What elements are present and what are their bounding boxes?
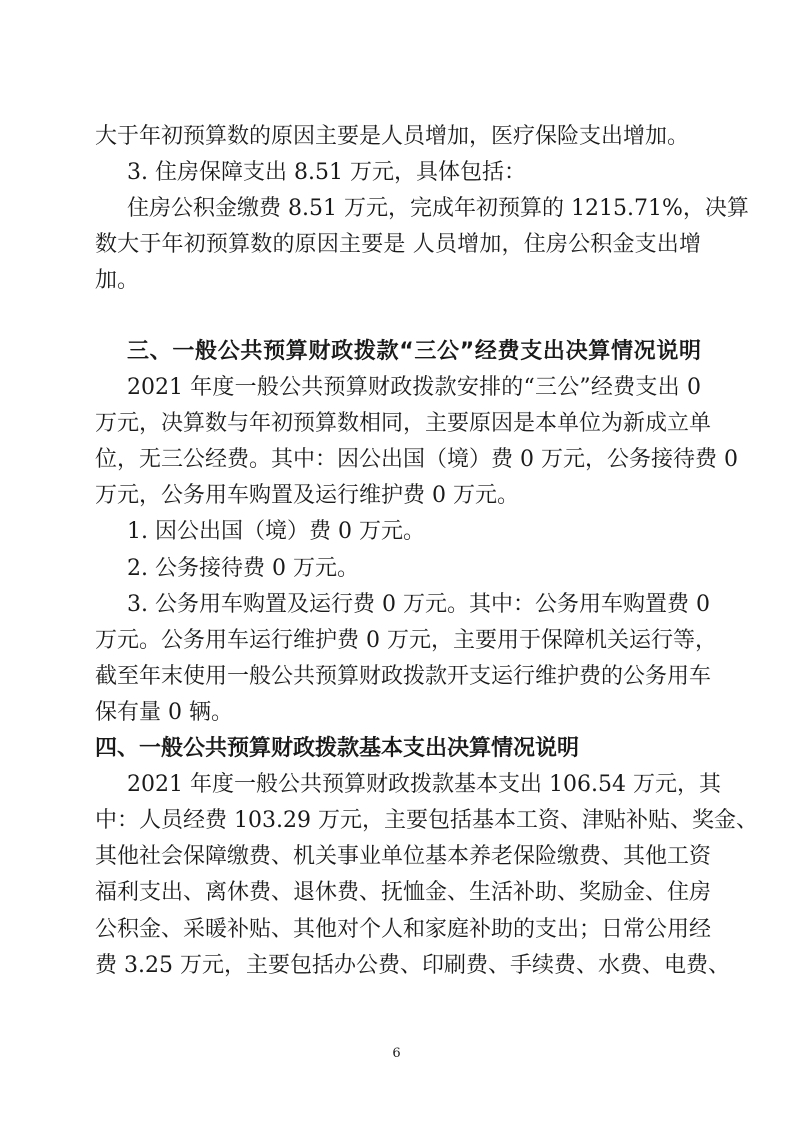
section-heading: 四、一般公共预算财政拨款基本支出决算情况说明 bbox=[95, 736, 580, 762]
paragraph-line: 截至年末使用一般公共预算财政拨款开支运行维护费的公务用车 bbox=[95, 663, 712, 689]
paragraph-line: 住房公积金缴费 8.51 万元，完成年初预算的 1215.71%，决算 bbox=[127, 196, 749, 222]
paragraph-line: 加。 bbox=[95, 268, 140, 294]
paragraph-line: 位，无三公经费。其中：因公出国（境）费 0 万元，公务接待费 0 bbox=[95, 447, 738, 473]
text-block-sections bbox=[95, 334, 758, 984]
paragraph-line: 3. 住房保障支出 8.51 万元，具体包括： bbox=[127, 160, 526, 186]
paragraph-line: 数大于年初预算数的原因主要是 人员增加，住房公积金支出增 bbox=[95, 232, 701, 258]
paragraph-line: 福利支出、离休费、退休费、抚恤金、生活补助、奖励金、住房 bbox=[95, 880, 712, 906]
paragraph-line: 费 3.25 万元，主要包括办公费、印刷费、手续费、水费、电费、 bbox=[95, 952, 730, 978]
paragraph-line: 1. 因公出国（境）费 0 万元。 bbox=[127, 519, 425, 545]
page-number: 6 bbox=[392, 1046, 401, 1061]
paragraph-line: 大于年初预算数的原因主要是人员增加，医疗保险支出增加。 bbox=[95, 124, 690, 149]
paragraph-line: 公积金、采暖补贴、其他对个人和家庭补助的支出；日常公用经 bbox=[95, 916, 712, 942]
paragraph-line: 2021 年度一般公共预算财政拨款安排的“三公”经费支出 0 bbox=[127, 375, 701, 401]
paragraph-line: 3. 公务用车购置及运行费 0 万元。其中：公务用车购置费 0 bbox=[127, 591, 710, 617]
paragraph-line: 万元，公务用车购置及运行维护费 0 万元。 bbox=[95, 483, 519, 509]
paragraph-line: 万元，决算数与年初预算数相同，主要原因是本单位为新成立单 bbox=[95, 411, 712, 437]
paragraph-line: 2021 年度一般公共预算财政拨款基本支出 106.54 万元，其 bbox=[127, 772, 721, 798]
paragraph-line: 2. 公务接待费 0 万元。 bbox=[127, 555, 359, 581]
paragraph-line: 万元。公务用车运行维护费 0 万元，主要用于保障机关运行等， bbox=[95, 627, 717, 653]
text-block-housing bbox=[95, 119, 749, 299]
paragraph-line: 中：人员经费 103.29 万元，主要包括基本工资、津贴补贴、奖金、 bbox=[95, 808, 758, 834]
paragraph-line: 保有量 0 辆。 bbox=[95, 699, 233, 725]
paragraph-line: 其他社会保障缴费、机关事业单位基本养老保险缴费、其他工资 bbox=[95, 844, 712, 870]
section-heading: 三、一般公共预算财政拨款“三公”经费支出决算情况说明 bbox=[127, 339, 701, 364]
